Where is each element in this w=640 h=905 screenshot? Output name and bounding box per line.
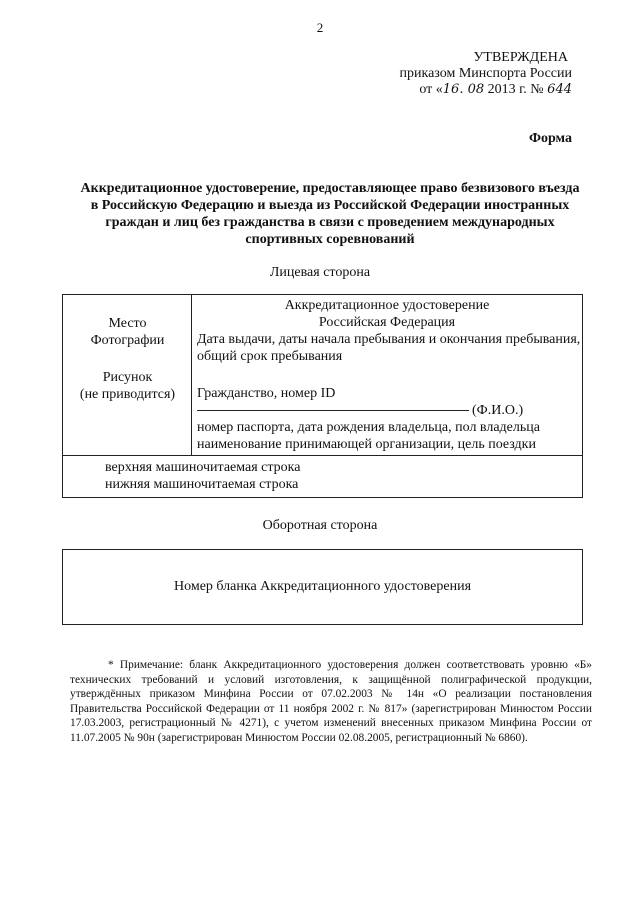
front-card: [62, 294, 583, 498]
card-header-line-1: Аккредитационное удостоверение: [284, 298, 490, 313]
photo-area: [63, 295, 192, 455]
approval-year: 2013 г. №: [487, 82, 544, 97]
approval-number-handwritten: 644: [547, 82, 572, 97]
form-label: Форма: [528, 131, 572, 146]
picture-line-2: (не приводится): [79, 387, 176, 402]
back-card: [62, 549, 583, 625]
document-title: [70, 180, 590, 248]
approval-date-prefix: от «: [419, 82, 443, 97]
title-line-4: спортивных соревнований: [245, 232, 415, 247]
fio-label: (Ф.И.О.): [472, 403, 524, 418]
mrz-upper-line: верхняя машиночитаемая строка: [105, 460, 301, 475]
approval-order: приказом Минспорта России: [399, 66, 572, 81]
page-number: 2: [316, 20, 324, 35]
mrz-area: [105, 459, 300, 493]
title-line-1: Аккредитационное удостоверение, предоставляющее право безвизового въезда: [80, 181, 580, 196]
title-line-2: в Российскую Федерацию и выезда из Российской Федерации иностранных: [90, 198, 570, 213]
picture-note: [63, 369, 192, 403]
approval-block: [400, 50, 572, 98]
photo-place-line-1: Место: [108, 316, 147, 331]
back-side-label: Оборотная сторона: [262, 518, 378, 533]
approval-heading: УТВЕРЖДЕНА: [473, 50, 568, 65]
approval-date-line: [400, 82, 572, 98]
photo-place-line-2: Фотографии: [90, 333, 165, 348]
organization-line: наименование принимающей организации, цель поездки: [197, 437, 536, 452]
approval-date-handwritten: 16. 08: [442, 82, 485, 97]
citizenship-line: Гражданство, номер ID: [197, 386, 336, 401]
fio-underline: [197, 410, 469, 411]
issue-dates-line-1: Дата выдачи, даты начала пребывания и окончания пребывания,: [197, 332, 581, 347]
mrz-lower-line: нижняя машиночитаемая строка: [105, 477, 299, 492]
footnote: * Примечание: бланк Аккредитационного удостоверения должен соответствовать уровню «Б» технических требований и условий изготовления, к защищённой полиграфической продукции, утверждённых приказом Минфина России от 07.02.2003 № 14н «О реализации постановления Правительства Российской Федерации от 11 ноября 2002 г. № 817» (зарегистрирован Минюстом России 17.03.2003, регистрационный № 4271), с учетом изменений внесенных приказом Минфина России от 11.07.2005 № 90н (зарегистрирован Минюстом России 02.08.2005, регистрационный № 6860).: [70, 659, 592, 744]
form-number-text: Номер бланка Аккредитационного удостоверения: [173, 579, 472, 594]
issue-dates-line-2: общий срок пребывания: [197, 349, 343, 364]
picture-line-1: Рисунок: [102, 370, 153, 385]
passport-line: номер паспорта, дата рождения владельца, пол владельца: [197, 420, 540, 435]
mrz-divider: [63, 455, 582, 456]
card-header: [192, 297, 582, 331]
card-header-line-2: Российская Федерация: [318, 315, 456, 330]
front-side-label: Лицевая сторона: [269, 265, 371, 280]
card-info: [192, 295, 582, 455]
photo-place: [63, 315, 192, 349]
title-line-3: граждан и лиц без гражданства в связи с проведением международных: [105, 215, 555, 230]
